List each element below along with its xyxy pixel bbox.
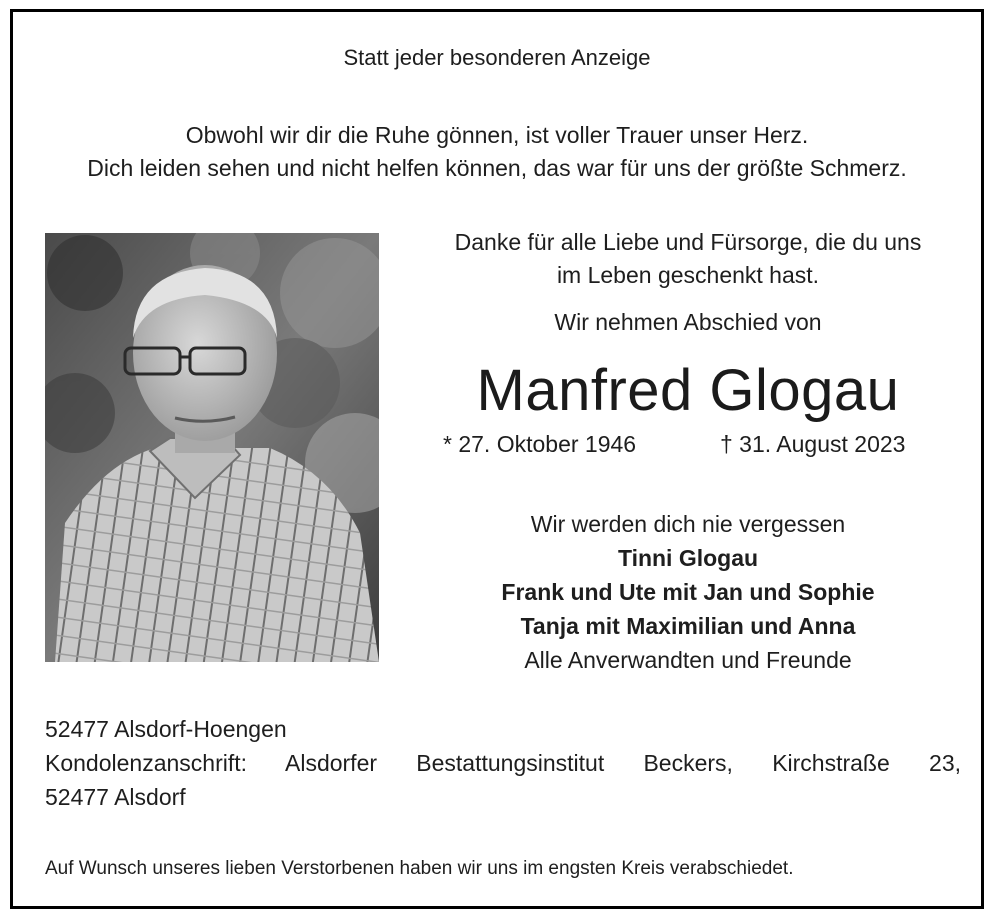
memorial-quote bbox=[13, 119, 981, 185]
death-date: † 31. August 2023 bbox=[720, 431, 906, 457]
obituary-notice bbox=[10, 9, 984, 909]
birth-date: * 27. Oktober 1946 bbox=[443, 431, 637, 457]
address-block bbox=[45, 712, 961, 814]
mourner-name: Tinni Glogau bbox=[617, 545, 759, 571]
condolence-city: 52477 Alsdorf bbox=[45, 784, 186, 810]
condolence-address: Kondolenzanschrift: Alsdorfer Bestattungsinstitut Beckers, Kirchstraße 23, bbox=[45, 750, 961, 776]
quote-line-1: Obwohl wir dir die Ruhe gönnen, ist voller Trauer unser Herz. bbox=[185, 122, 809, 148]
thanks-line-2: im Leben geschenkt hast. bbox=[556, 262, 820, 288]
mourners-others: Alle Anverwandten und Freunde bbox=[524, 647, 852, 673]
mourners-block bbox=[423, 507, 953, 677]
portrait-illustration bbox=[45, 233, 379, 662]
thanks-text bbox=[423, 226, 953, 292]
deceased-name: Manfred Glogau bbox=[476, 358, 900, 423]
mourner-name: Frank und Ute mit Jan und Sophie bbox=[501, 579, 875, 605]
thanks-line-1: Danke für alle Liebe und Fürsorge, die du uns bbox=[454, 229, 922, 255]
mourner-name: Tanja mit Maximilian und Anna bbox=[520, 613, 856, 639]
residence-address: 52477 Alsdorf-Hoengen bbox=[45, 716, 287, 742]
portrait-photo bbox=[45, 233, 379, 662]
footer-note: Auf Wunsch unseres lieben Verstorbenen haben wir uns im engsten Kreis verabschiedet. bbox=[45, 858, 794, 879]
quote-line-2: Dich leiden sehen und nicht helfen können, das war für uns der größte Schmerz. bbox=[87, 155, 907, 181]
farewell-text: Wir nehmen Abschied von bbox=[554, 309, 822, 335]
mourners-intro: Wir werden dich nie vergessen bbox=[530, 511, 846, 537]
notice-header: Statt jeder besonderen Anzeige bbox=[343, 45, 651, 70]
